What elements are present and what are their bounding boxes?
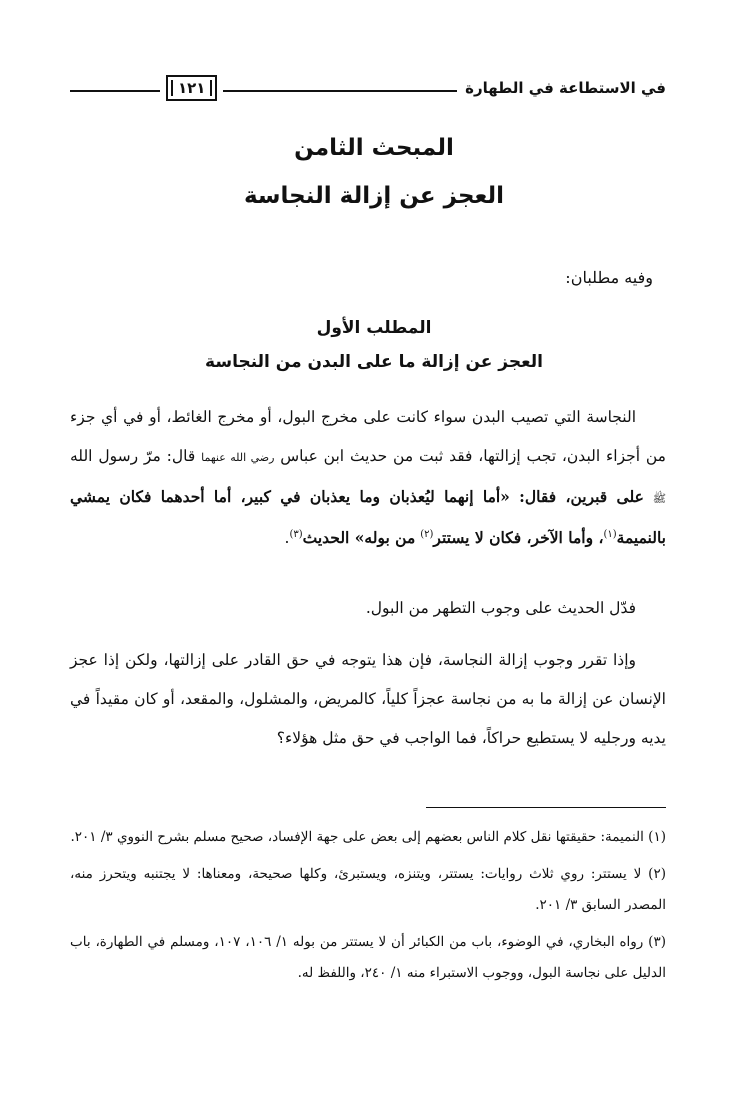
intro-text: وفيه مطلبان: — [565, 268, 653, 287]
header-rule — [223, 90, 457, 92]
footnote-3: (٣) رواه البخاري، في الوضوء، باب من الكبائر أن لا يستتر من بوله ١/ ١٠٦، ١٠٧، ومسلم في الطهارة، باب الدليل على نجاسة البول، ووجوب الاستبراء منه ١/ ٢٤٠، واللفظ له. — [70, 934, 667, 981]
paragraph-2: فدّل الحديث على وجوب التطهر من البول. — [365, 599, 636, 617]
paragraph-3: وإذا تقرر وجوب إزالة النجاسة، فإن هذا يتوجه في حق القادر على إزالتها، ولكن إذا عجز الإنسان عن إزالة ما به من نجاسة عجزاً كلياً، كالمريض، والمشلول، والمقعد، أو كان مقيداً في يديه ورجليه لا يستطيع حراكاً، فما الواجب في حق مثل هؤلاء؟ — [70, 651, 666, 747]
p1-hadith-3: من بوله» الحديث — [302, 528, 416, 547]
p1-hadith-1: على قبرين، فقال: «أما إنهما ليُعذبان وما يعذبان في كبير، أما أحدهما فكان يمشي بالنميمة — [70, 487, 666, 547]
salutation-1: رضي الله عنهما — [201, 451, 275, 464]
running-title: في الاستطاعة في الطهارة — [465, 79, 666, 97]
p1-text-1: النجاسة التي تصيب البدن سواء كانت على مخرج البول، أو مخرج الغائط، أو في أي جزء من أجزاء البدن، تجب إزالتها، فقد ثبت من حديث ابن عباس — [70, 408, 666, 465]
chapter-title: المبحث الثامن — [294, 135, 454, 161]
paragraph-1 — [70, 398, 666, 558]
section-subtitle: العجز عن إزالة ما على البدن من النجاسة — [205, 352, 543, 372]
footnote-ref-2[interactable]: (٢) — [420, 528, 434, 540]
footnote-ref-1[interactable]: (١) — [603, 528, 617, 540]
chapter-subtitle: العجز عن إزالة النجاسة — [243, 183, 505, 209]
footnote-2: (٢) لا يستتر: روي ثلاث روايات: يستتر، ويتنزه، ويستبرئ، وكلها صحيحة، ومعناها: لا يجتنبه ويتحرز منه، المصدر السابق ٣/ ٢٠١. — [70, 866, 666, 913]
footnote-ref-3[interactable]: (٣) — [289, 528, 303, 540]
footnote-separator — [426, 807, 666, 808]
p1-end: . — [284, 529, 290, 547]
header-rule-left — [70, 90, 160, 92]
p1-text-2: قال: مرّ رسول الله — [70, 447, 196, 465]
footnotes — [70, 822, 666, 995]
section-title: المطلب الأول — [316, 318, 432, 338]
p1-hadith-2: ، وأما الآخر، فكان لا يستتر — [433, 528, 604, 547]
footnote-1: (١) النميمة: حقيقتها نقل كلام الناس بعضهم إلى بعض على جهة الإفساد، صحيح مسلم بشرح النووي ٣/ ٢٠١. — [70, 829, 666, 845]
page-number: ١٢١ — [166, 75, 217, 101]
page-header — [70, 72, 666, 104]
salutation-2: ﷺ — [652, 492, 666, 505]
